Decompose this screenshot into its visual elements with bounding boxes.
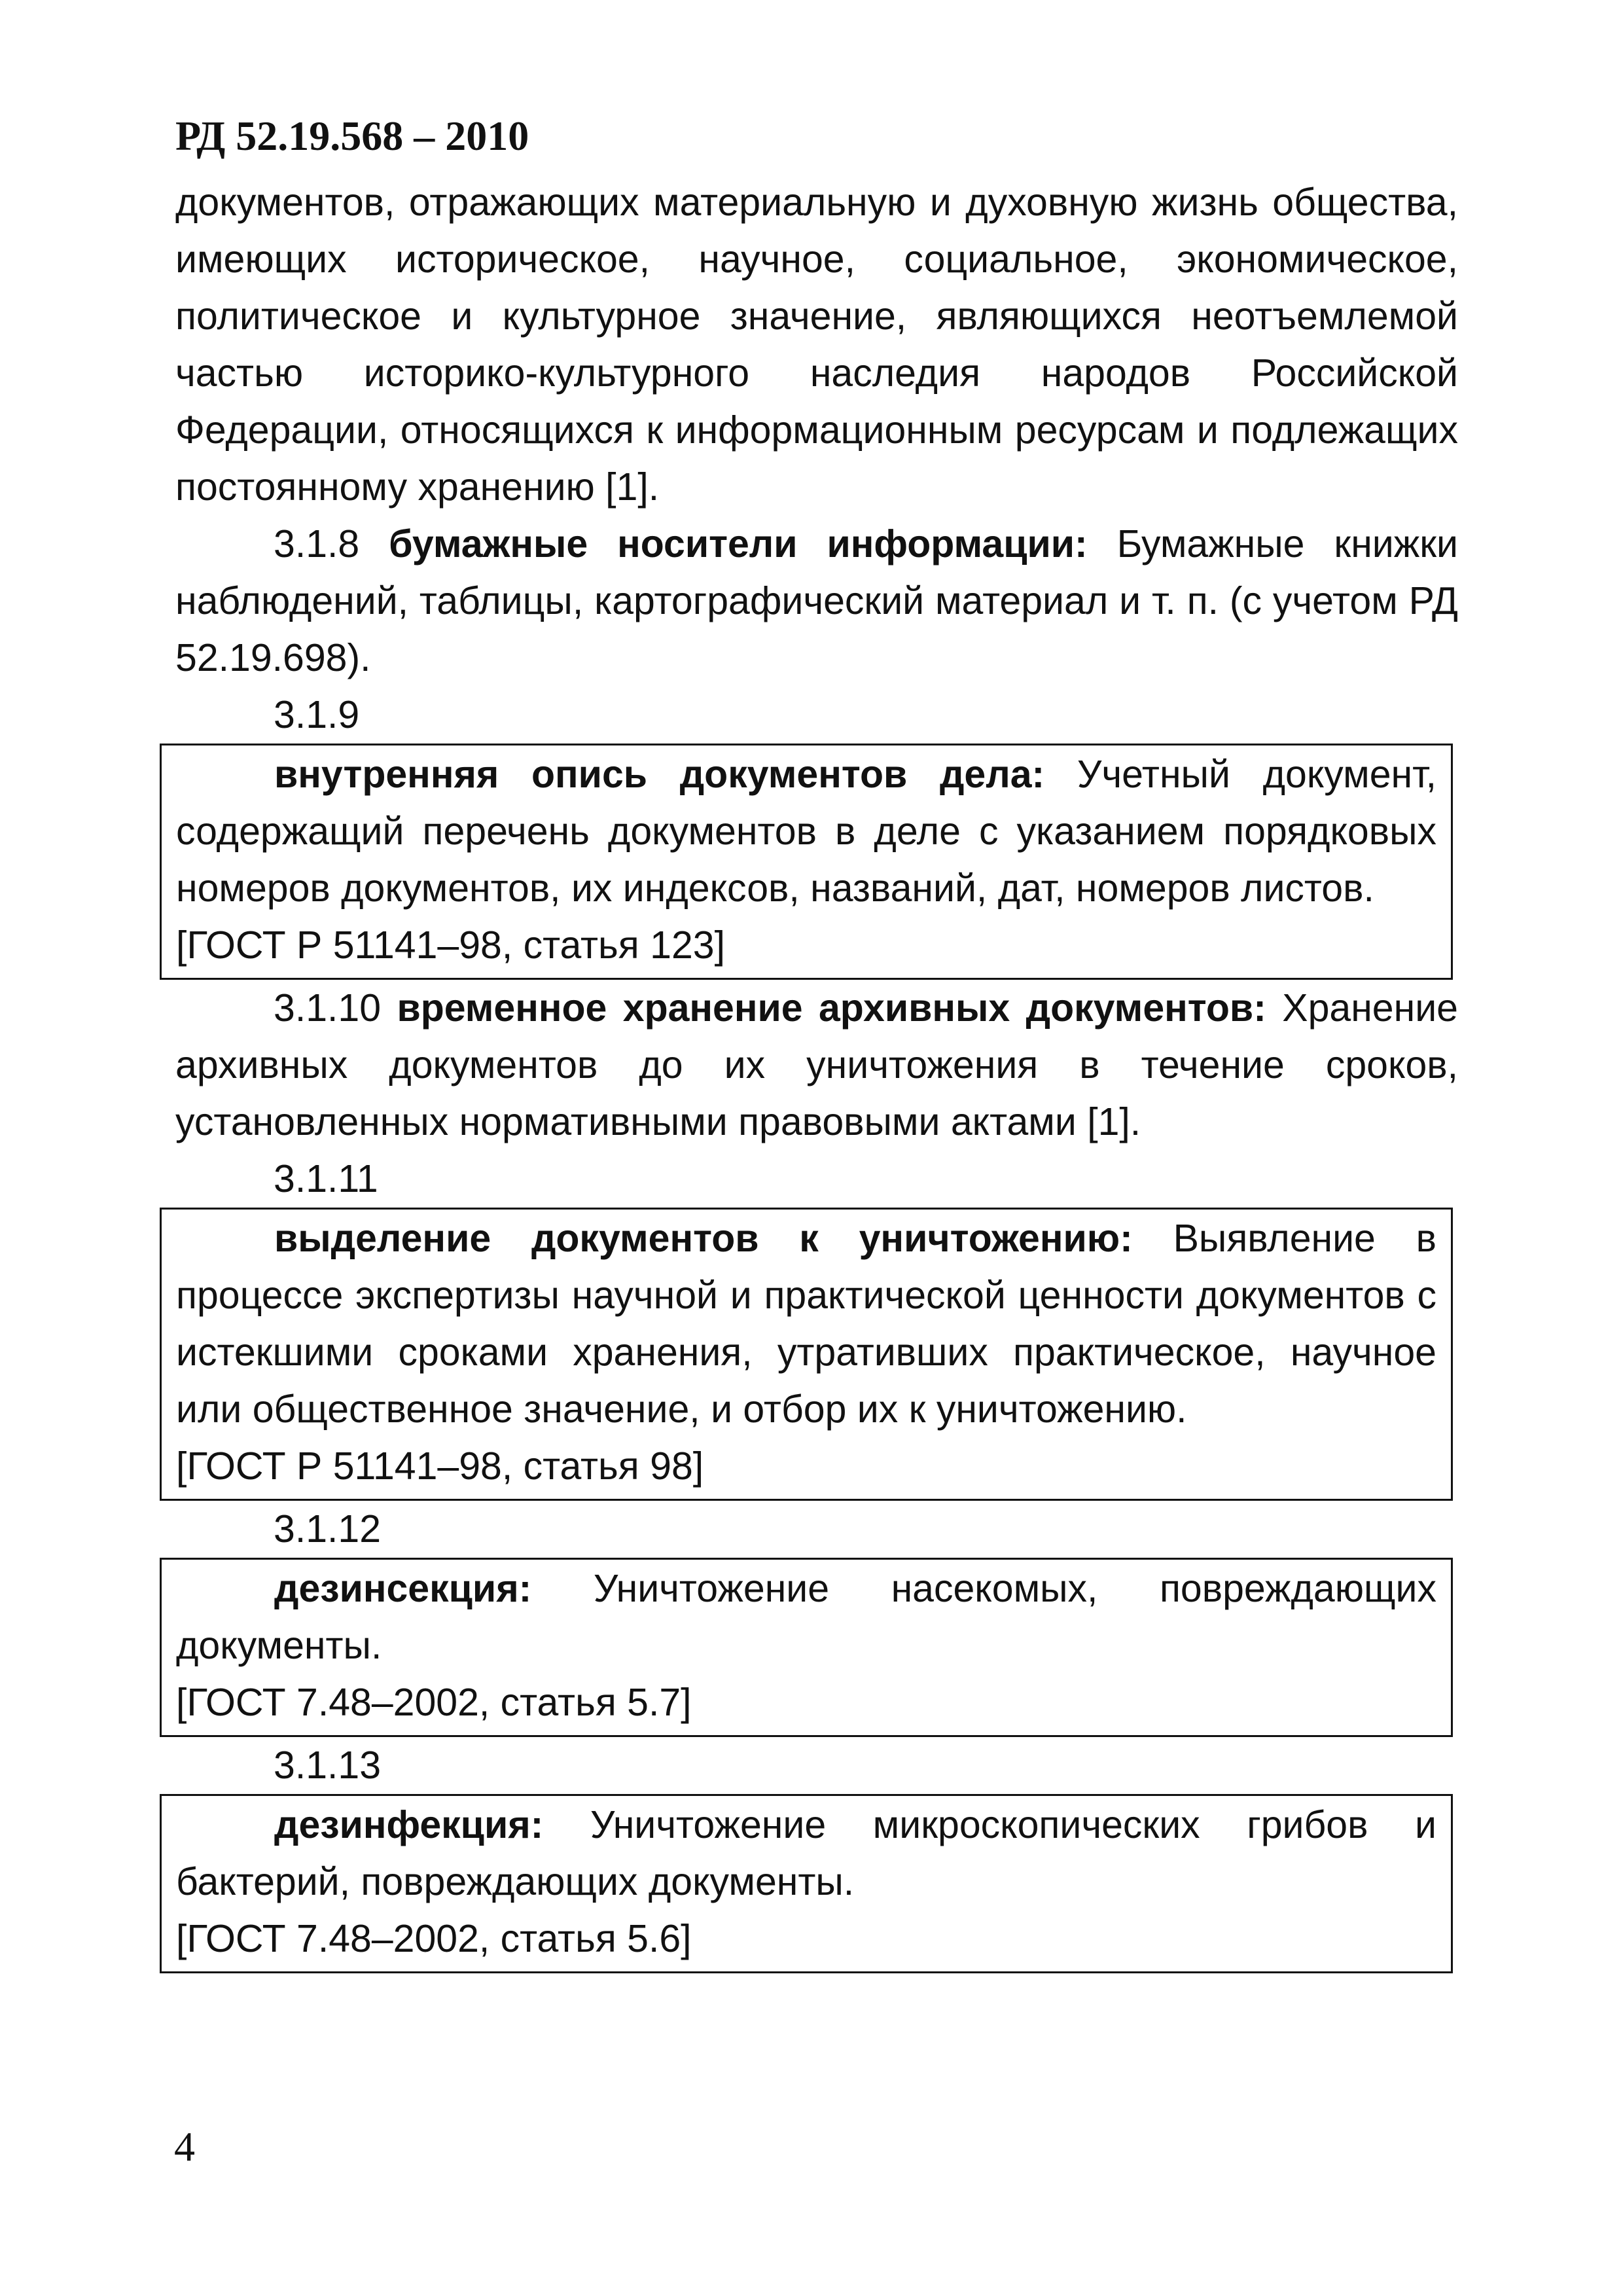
definition-3-1-8 [175,516,1458,687]
definition-box-3-1-9 [160,744,1453,980]
item-number: 3.1.10 [274,986,382,1030]
source-reference: [ГОСТ 7.48–2002, статья 5.7] [176,1681,692,1724]
item-number-3-1-12: 3.1.12 [274,1507,382,1551]
term: дезинсекция: [274,1567,532,1610]
definition-box-3-1-11 [160,1208,1453,1501]
definition-box-3-1-12 [160,1558,1453,1737]
definition-box-3-1-13 [160,1794,1453,1973]
item-number-3-1-11: 3.1.11 [274,1157,378,1200]
paragraph-continuation: документов, отражающих материальную и духовную жизнь общества, имеющих историческое, научное, социальное, экономическое, политическое и культурное значение, являющихся неотъемлемой частью историко-культурного наследия народов Российской Федерации, относящихся к информационным ресурсам и подлежащих постоянному хранению [1]. [175,181,1458,509]
item-number-3-1-9: 3.1.9 [274,693,360,736]
term: внутренняя опись документов дела: [274,753,1045,796]
document-body [175,174,1458,1973]
source-reference: [ГОСТ Р 51141–98, статья 98] [176,1444,704,1488]
term: выделение документов к уничтожению: [274,1217,1133,1260]
definition-paragraph [176,1560,1436,1674]
definition-text: Уничтожение микроскопических грибов и бактерий, повреждающих документы. [176,1803,1436,1903]
term: временное хранение архивных документов: [397,986,1266,1030]
page-number: 4 [174,2123,195,2170]
term: дезинфекция: [274,1803,544,1846]
definition-text: Бумажные книжки наблюдений, таблицы, картографический материал и т. п. (с учетом РД 52.19.698). [175,522,1458,679]
document-code-header: РД 52.19.568 – 2010 [175,113,529,159]
definition-text: Учетный документ, содержащий перечень документов в деле с указанием порядковых номеров документов, их индексов, названий, дат, номеров листов. [176,753,1436,910]
source-reference: [ГОСТ Р 51141–98, статья 123] [176,924,725,967]
definition-text: Хранение архивных документов до их уничтожения в течение сроков, установленных нормативными правовыми актами [1]. [175,986,1458,1143]
definition-text: Уничтожение насекомых, повреждающих документы. [176,1567,1436,1667]
definition-text: Выявление в процессе экспертизы научной и практической ценности документов с истекшими сроками хранения, утративших практическое, научное или общественное значение, и отбор их к уничтожению. [176,1217,1436,1431]
term: бумажные носители информации: [389,522,1088,565]
definition-paragraph [176,1797,1436,1910]
definition-paragraph [176,746,1436,917]
definition-3-1-10 [175,980,1458,1151]
definition-paragraph [176,1210,1436,1438]
item-number-3-1-13: 3.1.13 [274,1744,382,1787]
source-reference: [ГОСТ 7.48–2002, статья 5.6] [176,1917,692,1960]
item-number: 3.1.8 [274,522,360,565]
